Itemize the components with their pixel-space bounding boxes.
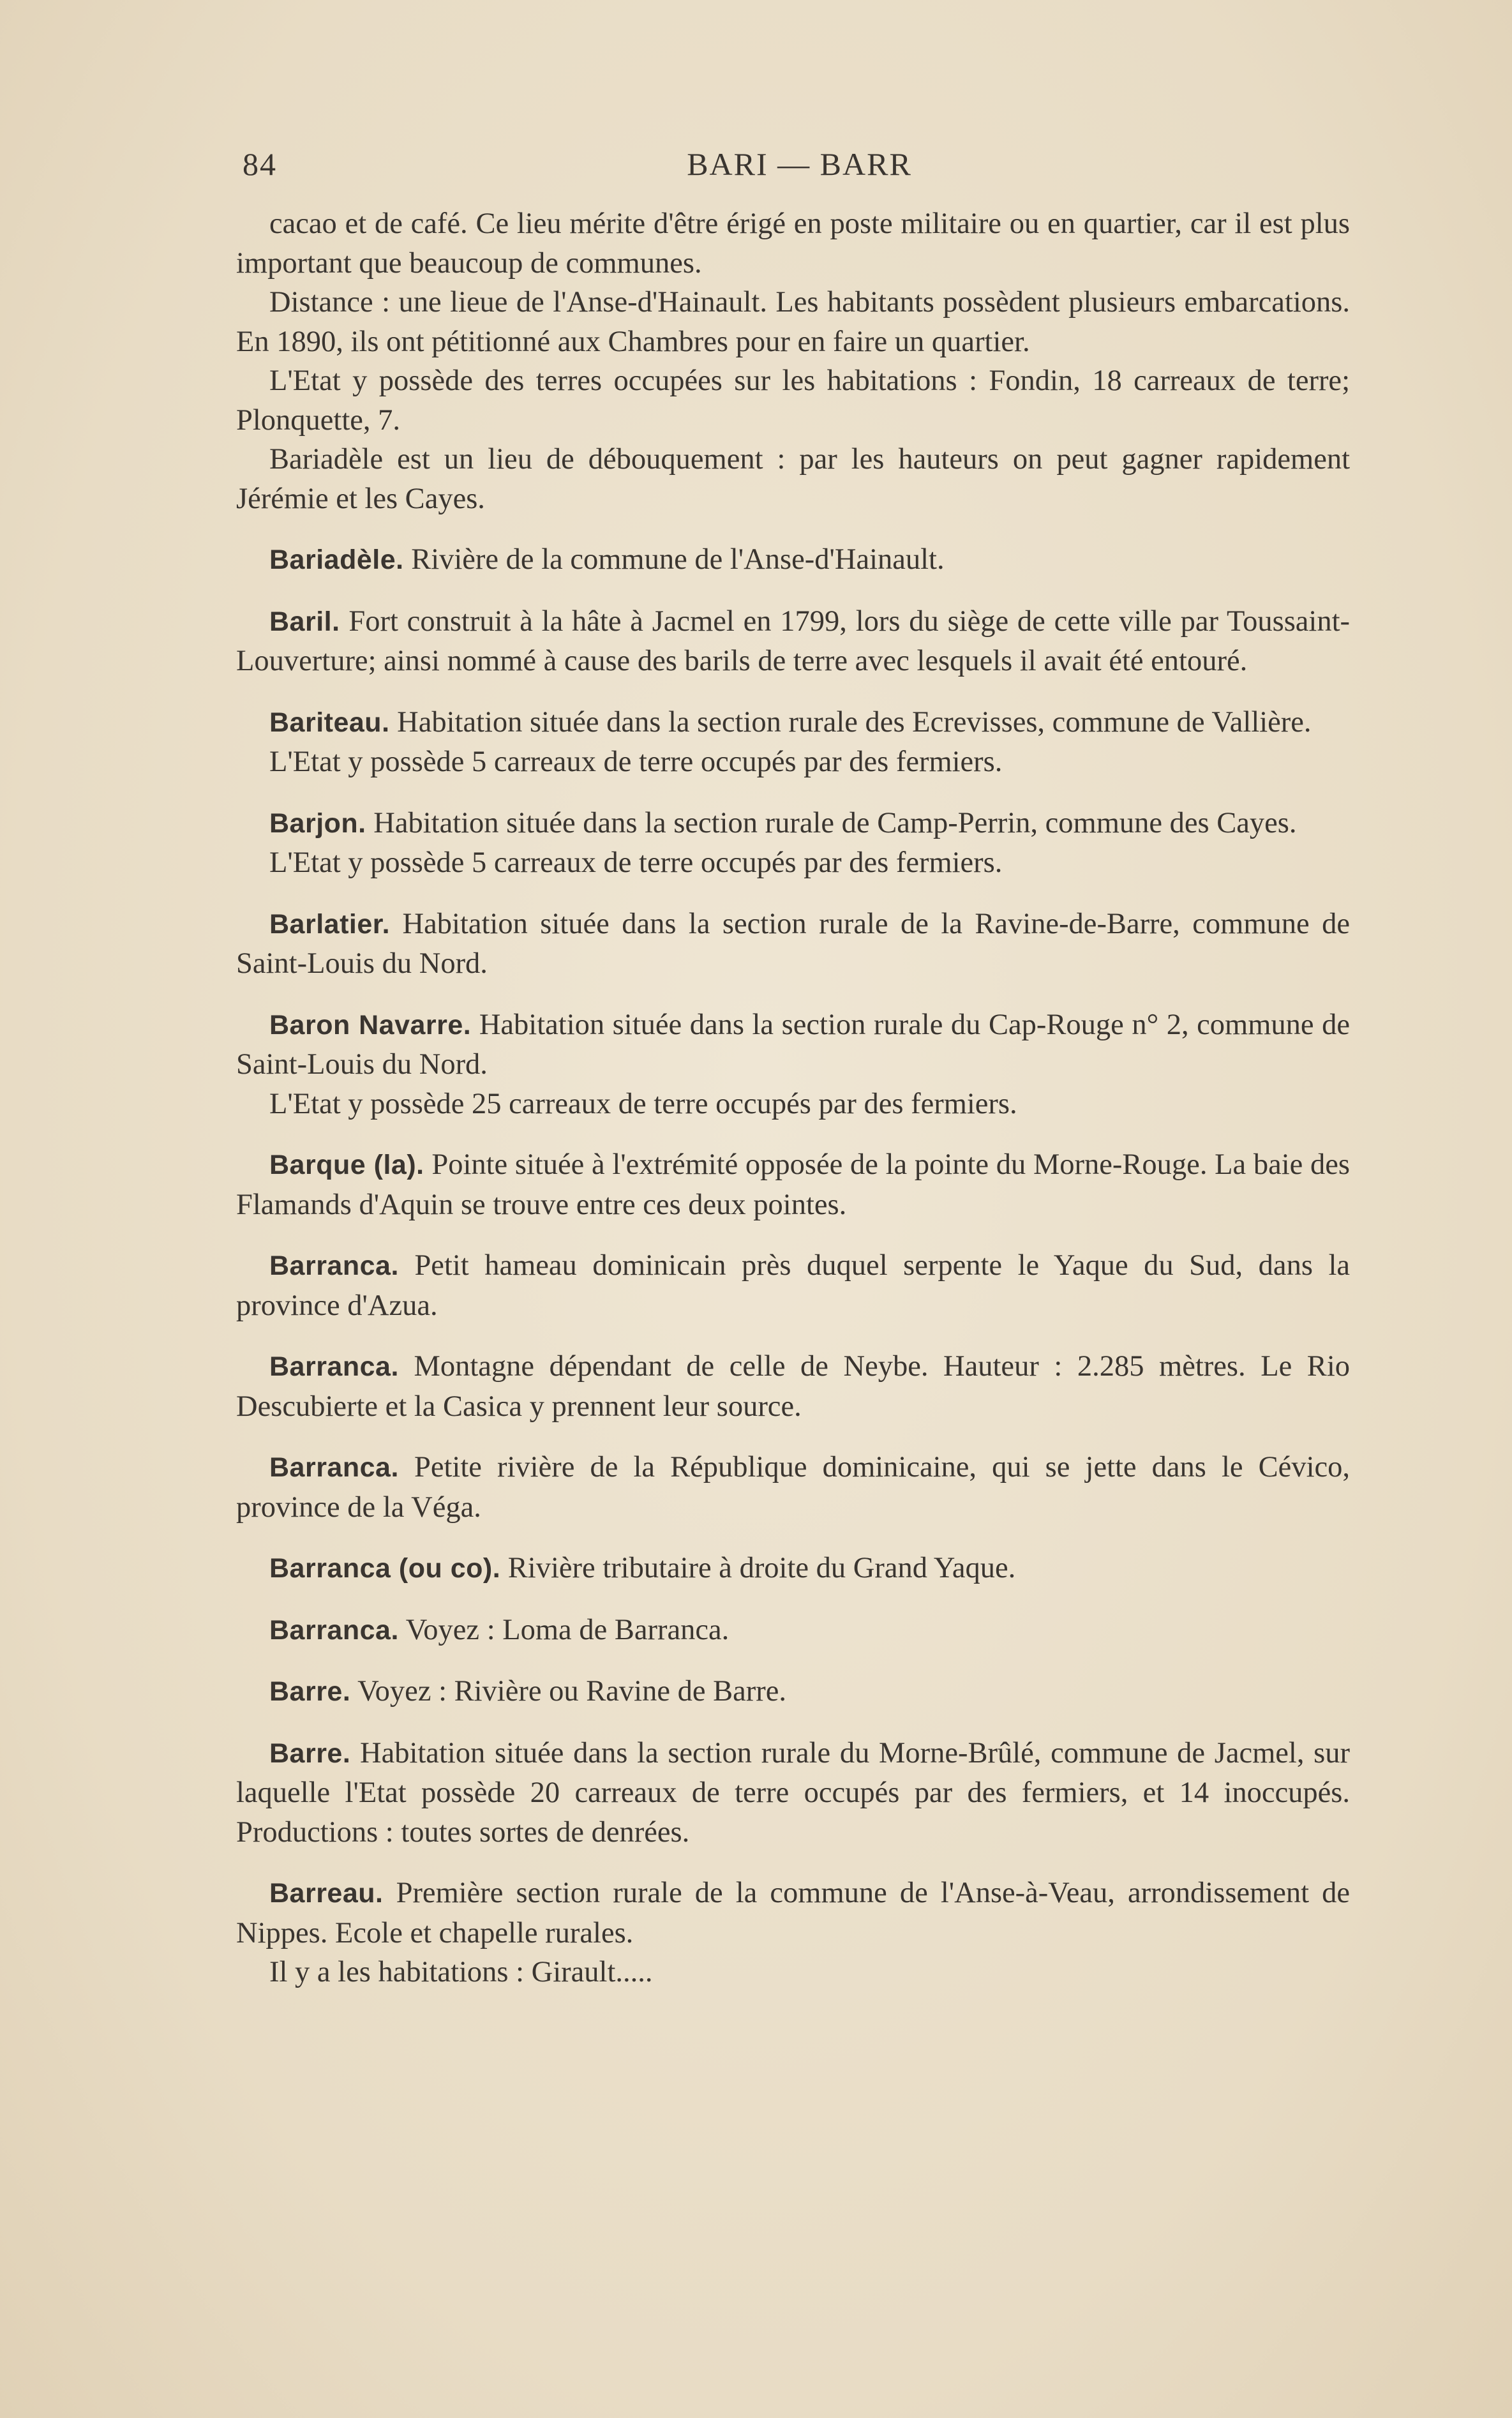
dictionary-entry xyxy=(236,602,1350,681)
dictionary-entry xyxy=(236,1246,1350,1325)
dictionary-entry xyxy=(236,905,1350,984)
dictionary-entry xyxy=(236,1672,1350,1712)
page-body xyxy=(236,204,1350,1992)
paragraph: Distance : une lieue de l'Anse-d'Hainault. Les habitants possèdent plusieurs embarcations. En 1890, ils ont pétitionné aux Chambres pour en faire un quartier. xyxy=(236,286,1350,358)
page-number: 84 xyxy=(243,146,277,182)
dictionary-entry xyxy=(236,1145,1350,1224)
entry-text: Habitation située dans la section rurale de la Ravine-de-Barre, commune de Saint-Louis du Nord. xyxy=(236,907,1350,980)
entry-text: Voyez : Rivière ou Ravine de Barre. xyxy=(357,1675,786,1708)
dictionary-entry xyxy=(236,1549,1350,1589)
entry-text: Pointe située à l'extrémité opposée de la pointe du Morne-Rouge. La baie des Flamands d'Aquin se trouve entre ces deux pointes. xyxy=(236,1148,1351,1221)
entry-text: Habitation située dans la section rurale de Camp-Perrin, commune des Cayes. xyxy=(373,806,1297,839)
dictionary-entry xyxy=(236,1611,1350,1651)
entry-headword: Barque (la). xyxy=(269,1150,424,1180)
entry-text: Première section rurale de la commune de l'Anse-à-Veau, arrondissement de Nippes. Ecole et chapelle rurales. xyxy=(236,1877,1351,1949)
entry-headword: Barlatier. xyxy=(269,908,391,940)
entry-headword: Barranca (ou co). xyxy=(269,1553,501,1584)
dictionary-entry xyxy=(236,1734,1350,1852)
entry-text: Rivière de la commune de l'Anse-d'Hainault. xyxy=(411,543,945,576)
dictionary-entry xyxy=(236,703,1350,743)
entry-headword: Baron Navarre. xyxy=(269,1009,472,1040)
dictionary-entry xyxy=(236,1347,1350,1426)
dictionary-entry xyxy=(236,1874,1350,1953)
paragraph: L'Etat y possède des terres occupées sur les habitations : Fondin, 18 carreaux de terre; Plonquette, 7. xyxy=(236,364,1350,437)
entry-headword: Barre. xyxy=(269,1738,351,1769)
page-header xyxy=(243,146,1356,190)
dictionary-entry xyxy=(236,804,1350,844)
paragraph: Bariadèle est un lieu de débouquement : par les hauteurs on peut gagner rapidement Jérémie et les Cayes. xyxy=(236,443,1350,515)
dictionary-entry xyxy=(236,540,1350,580)
entry-headword: Baril. xyxy=(269,606,340,637)
entry-text: Voyez : Loma de Barranca. xyxy=(405,1613,730,1646)
entry-headword: Barre. xyxy=(269,1676,351,1707)
paragraph: L'Etat y possède 5 carreaux de terre occupés par des fermiers. xyxy=(269,746,1003,778)
entry-text: Montagne dépendant de celle de Neybe. Hauteur : 2.285 mètres. Le Rio Descubierte et la Casica y prennent leur source. xyxy=(236,1350,1350,1423)
entry-headword: Barreau. xyxy=(269,1878,384,1909)
entry-text: Habitation située dans la section rurale du Morne-Brûlé, commune de Jacmel, sur laquelle l'Etat possède 20 carreaux de terre occupés par des fermiers, et 14 inoccupés. Productions : toutes sortes de denrées. xyxy=(236,1736,1351,1849)
paragraph: cacao et de café. Ce lieu mérite d'être érigé en poste militaire ou en quartier, car il est plus important que beaucoup de communes. xyxy=(236,207,1350,280)
entry-text: Habitation située dans la section rurale des Ecrevisses, commune de Vallière. xyxy=(397,705,1312,739)
entry-headword: Barjon. xyxy=(269,807,366,839)
entry-text: Petite rivière de la République dominicaine, qui se jette dans le Cévico, province de la Véga. xyxy=(236,1451,1350,1524)
dictionary-entry xyxy=(236,1005,1350,1085)
paragraph: L'Etat y possède 25 carreaux de terre occupés par des fermiers. xyxy=(269,1087,1017,1120)
entry-text: Rivière tributaire à droite du Grand Yaque. xyxy=(507,1552,1016,1584)
entry-headword: Barranca. xyxy=(269,1452,399,1483)
dictionary-entry xyxy=(236,1448,1350,1527)
entry-text: Habitation située dans la section rurale du Cap-Rouge n° 2, commune de Saint-Louis du Nord. xyxy=(236,1008,1350,1081)
entry-headword: Bariadèle. xyxy=(269,544,404,575)
paragraph: Il y a les habitations : Girault..... xyxy=(269,1956,653,1988)
entry-text: Fort construit à la hâte à Jacmel en 1799, lors du siège de cette ville par Toussaint-Louverture; ainsi nommé à cause des barils de terre avec lesquels il avait été entouré. xyxy=(236,604,1351,677)
entry-headword: Barranca. xyxy=(269,1250,399,1281)
entry-text: Petit hameau dominicain près duquel serpente le Yaque du Sud, dans la province d'Azua. xyxy=(236,1249,1351,1322)
paragraph: L'Etat y possède 5 carreaux de terre occupés par des fermiers. xyxy=(269,846,1003,879)
entry-headword: Bariteau. xyxy=(269,707,390,738)
running-head: BARI — BARR xyxy=(687,146,912,182)
entry-headword: Barranca. xyxy=(269,1351,399,1382)
entry-headword: Barranca. xyxy=(269,1614,399,1646)
